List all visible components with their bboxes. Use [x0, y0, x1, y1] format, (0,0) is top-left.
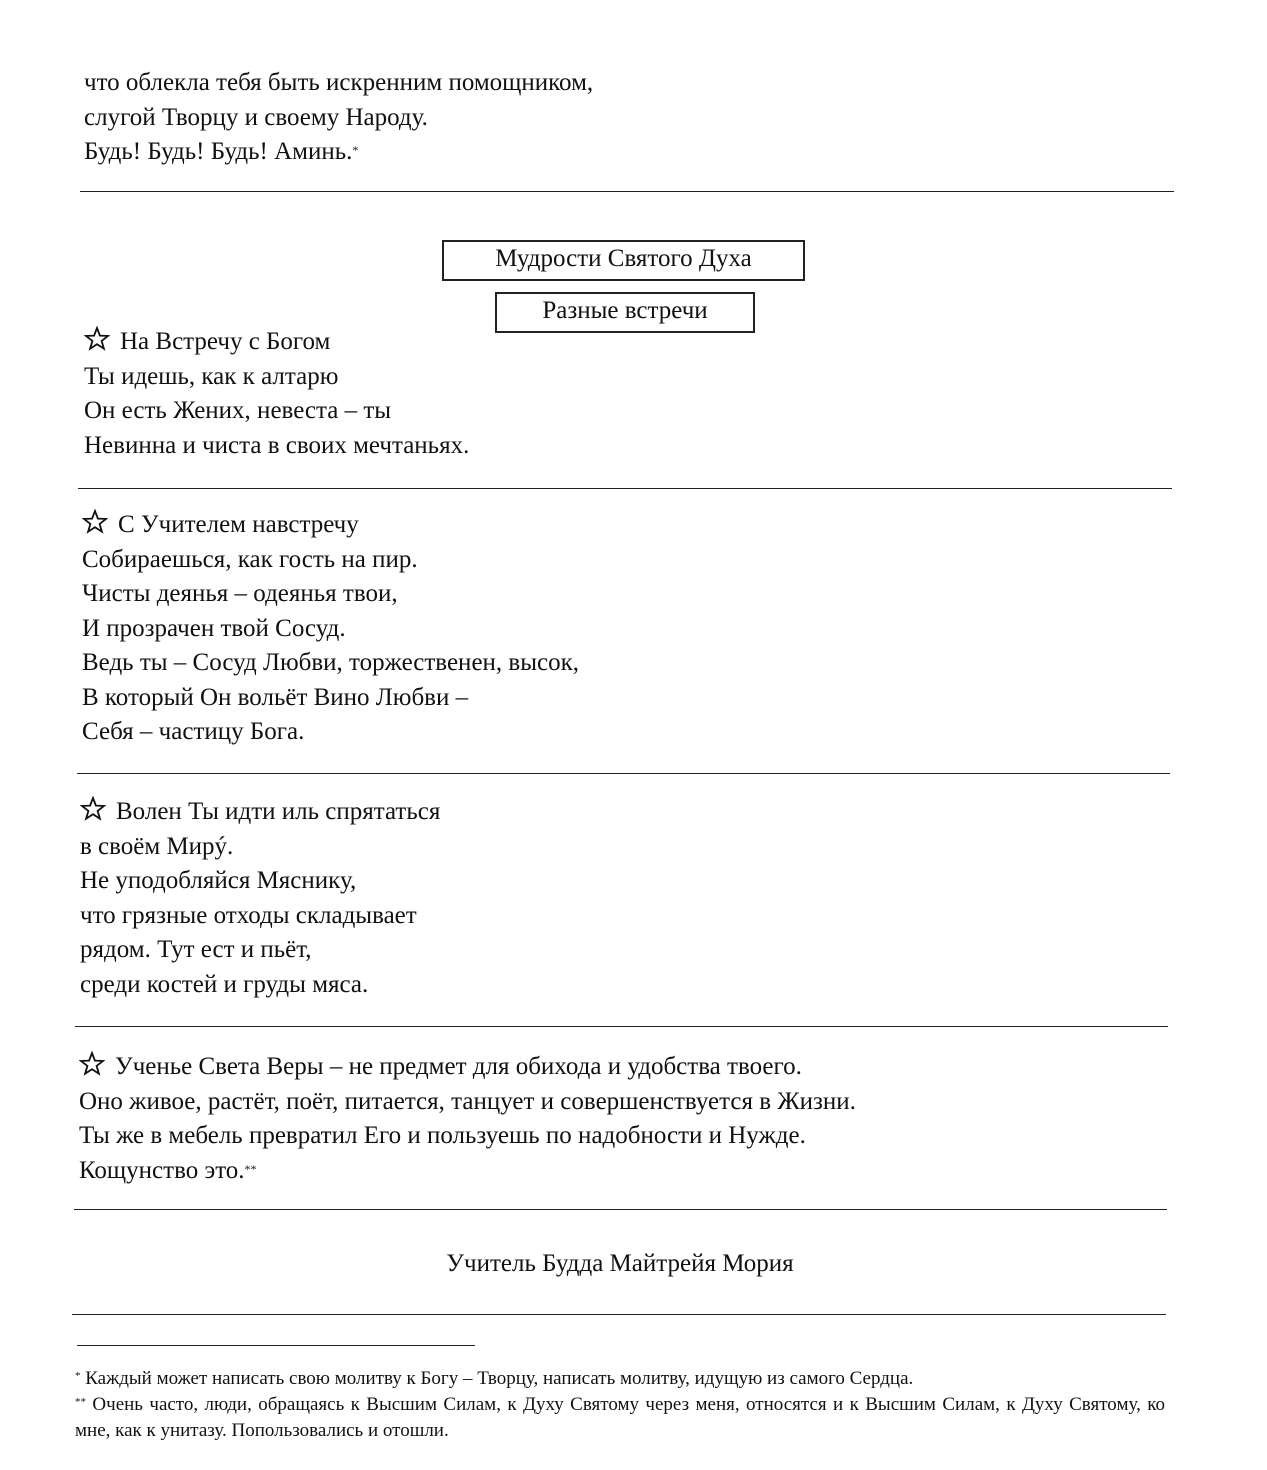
verse-title: С Учителем навстречу: [82, 508, 579, 543]
verse-line: в своём Мирý.: [80, 832, 234, 860]
verse-line: Кощунство это.**: [79, 1156, 257, 1184]
verse-line: Себя – частицу Бога.: [82, 718, 305, 745]
divider: [72, 1314, 1166, 1315]
verse-line: И прозрачен твой Сосуд.: [82, 614, 346, 642]
verse-title: Ученье Света Веры – не предмет для обихода и удобства твоего.: [79, 1050, 856, 1085]
star-icon: [80, 796, 106, 822]
verse-line: Он есть Жених, невеста – ты: [84, 397, 392, 424]
verse-block: [79, 1050, 856, 1188]
footnote: ** Очень часто, люди, обращаясь к Высшим Силам, к Духу Святому через меня, относятся и к Высшим Силам, к Духу Святому, ко мне, как к унитазу. Попользовались и отошли.: [75, 1394, 1165, 1441]
divider: [74, 1209, 1167, 1210]
verse-line: что грязные отходы складывает: [80, 901, 417, 929]
verse-line: среди костей и груды мяса.: [80, 970, 369, 998]
verse-line: рядом. Тут ест и пьёт,: [80, 936, 312, 963]
footnote-separator: [77, 1345, 475, 1346]
footnote-marker: *: [352, 143, 359, 157]
verse-block: [84, 325, 469, 463]
signature: Учитель Будда Майтрейя Мория: [446, 1250, 794, 1277]
section-heading: [442, 240, 805, 281]
intro-line: что облекла тебя быть искренним помощником,: [84, 69, 594, 96]
intro-line: Будь! Будь! Будь! Аминь.*: [84, 138, 359, 165]
footnotes: [75, 1366, 1165, 1444]
verse-line: Чисты деянья – одеянья твои,: [82, 580, 398, 607]
star-icon: [82, 509, 108, 535]
verse-line: Ты идешь, как к алтарю: [84, 362, 339, 390]
verse-line: Ты же в мебель превратил Его и пользуешь по надобности и Нужде.: [79, 1122, 806, 1149]
verse-title: На Встречу с Богом: [84, 325, 469, 360]
verse-line: Не уподобляйся Мяснику,: [80, 867, 357, 894]
footnote: * Каждый может написать свою молитву к Богу – Творцу, написать молитву, идущую из самого Сердца.: [75, 1368, 914, 1389]
subsection-heading: [495, 292, 755, 333]
subsection-heading-text: Разные встречи: [542, 297, 708, 324]
divider: [80, 191, 1174, 192]
divider: [77, 773, 1170, 774]
verse-title: Волен Ты идти иль спрятаться: [80, 795, 440, 830]
section-heading-text: Мудрости Святого Духа: [495, 245, 752, 272]
verse-block: [82, 508, 579, 750]
verse-line: Ведь ты – Сосуд Любви, торжественен, высок,: [82, 649, 580, 676]
verse-line: Невинна и чиста в своих мечтаньях.: [84, 431, 470, 459]
footnote-marker: **: [244, 1161, 257, 1176]
verse-line: В который Он вольёт Вино Любви –: [82, 683, 469, 711]
divider: [78, 488, 1172, 489]
intro-line: слугой Творцу и своему Народу.: [84, 103, 428, 131]
divider: [75, 1026, 1168, 1027]
footnote-marker: *: [75, 1370, 81, 1382]
footnote-marker: **: [75, 1396, 86, 1408]
verse-line: Собираешься, как гость на пир.: [82, 545, 418, 573]
star-icon: [79, 1051, 105, 1077]
verse-line: Оно живое, растёт, поёт, питается, танцует и совершенствуется в Жизни.: [79, 1087, 856, 1115]
intro-block: [84, 66, 593, 170]
verse-block: [80, 795, 440, 1002]
star-icon: [84, 326, 110, 352]
